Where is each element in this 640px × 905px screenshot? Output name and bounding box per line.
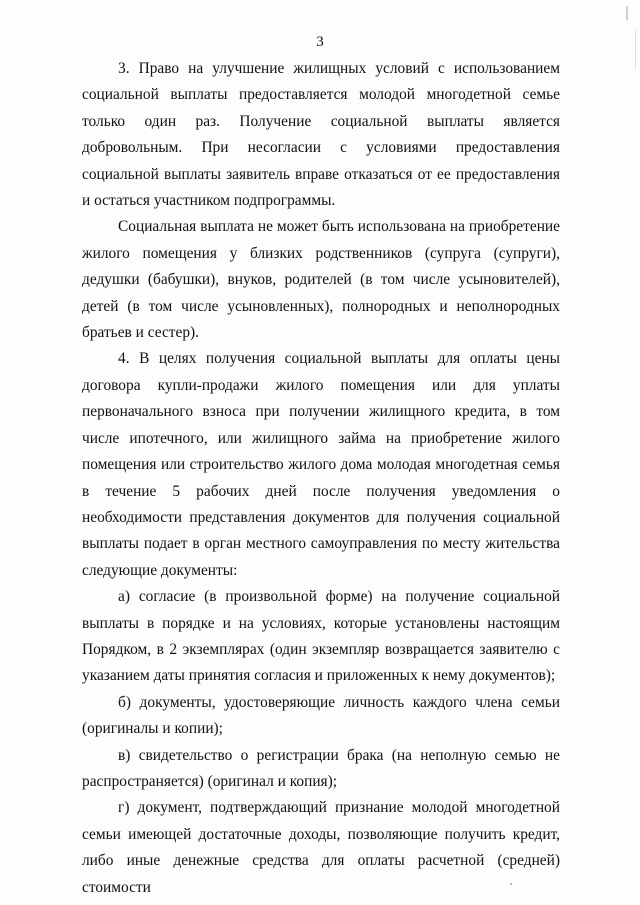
list-item-a: а) согласие (в произвольной форме) на получение социальной выплаты в порядке и на условиях, которые установлены настоящим Порядком, в 2 экземплярах (один экземпляр возвращается заявителю с указанием даты принятия согласия и приложенных к нему документов); xyxy=(82,588,560,685)
paragraph-item-4: 4. В целях получения социальной выплаты для оплаты цены договора купли-продажи жилого помещения или для уплаты первоначального взноса при получении жилищного кредита, в том числе ипотечного, или жилищного займа на приобретение жилого помещения или строительство жилого дома молодая многодетная семья в течение 5 рабочих дней после получения уведомления о необходимости представления документов для получения социальной выплаты подает в орган местного самоуправления по месту жительства следующие документы: xyxy=(82,350,560,579)
document-body xyxy=(82,56,560,901)
scan-artifact xyxy=(626,6,628,20)
paragraph-social-payment-restriction: Социальная выплата не может быть использована на приобретение жилого помещения у близких родственников (супруга (супруги), дедушки (бабушки), внуков, родителей (в том числе усыновителей), детей (в том числе усыновленных), полнородных и неполнородных братьев и сестер). xyxy=(82,218,560,342)
scan-artifact xyxy=(510,883,512,885)
list-item-b: б) документы, удостоверяющие личность каждого члена семьи (оригиналы и копии); xyxy=(82,693,560,738)
paragraph-item-3: 3. Право на улучшение жилищных условий с использованием социальной выплаты предоставляется молодой многодетной семье только один раз. Получение социальной выплаты является добровольным. При несогласии с условиями предоставления социальной выплаты заявитель вправе отказаться от ее предоставления и остаться участником подпрограммы. xyxy=(82,60,560,210)
list-item-g: г) документ, подтверждающий признание молодой многодетной семьи имеющей достаточные доходы, позволяющие получить кредит, либо иные денежные средства для оплаты расчетной (средней) стоимости xyxy=(82,799,560,896)
page-number: 3 xyxy=(316,34,324,50)
list-item-v: в) свидетельство о регистрации брака (на неполную семью не распространяется) (оригинал и копия); xyxy=(82,746,560,790)
scan-artifact xyxy=(635,30,636,70)
